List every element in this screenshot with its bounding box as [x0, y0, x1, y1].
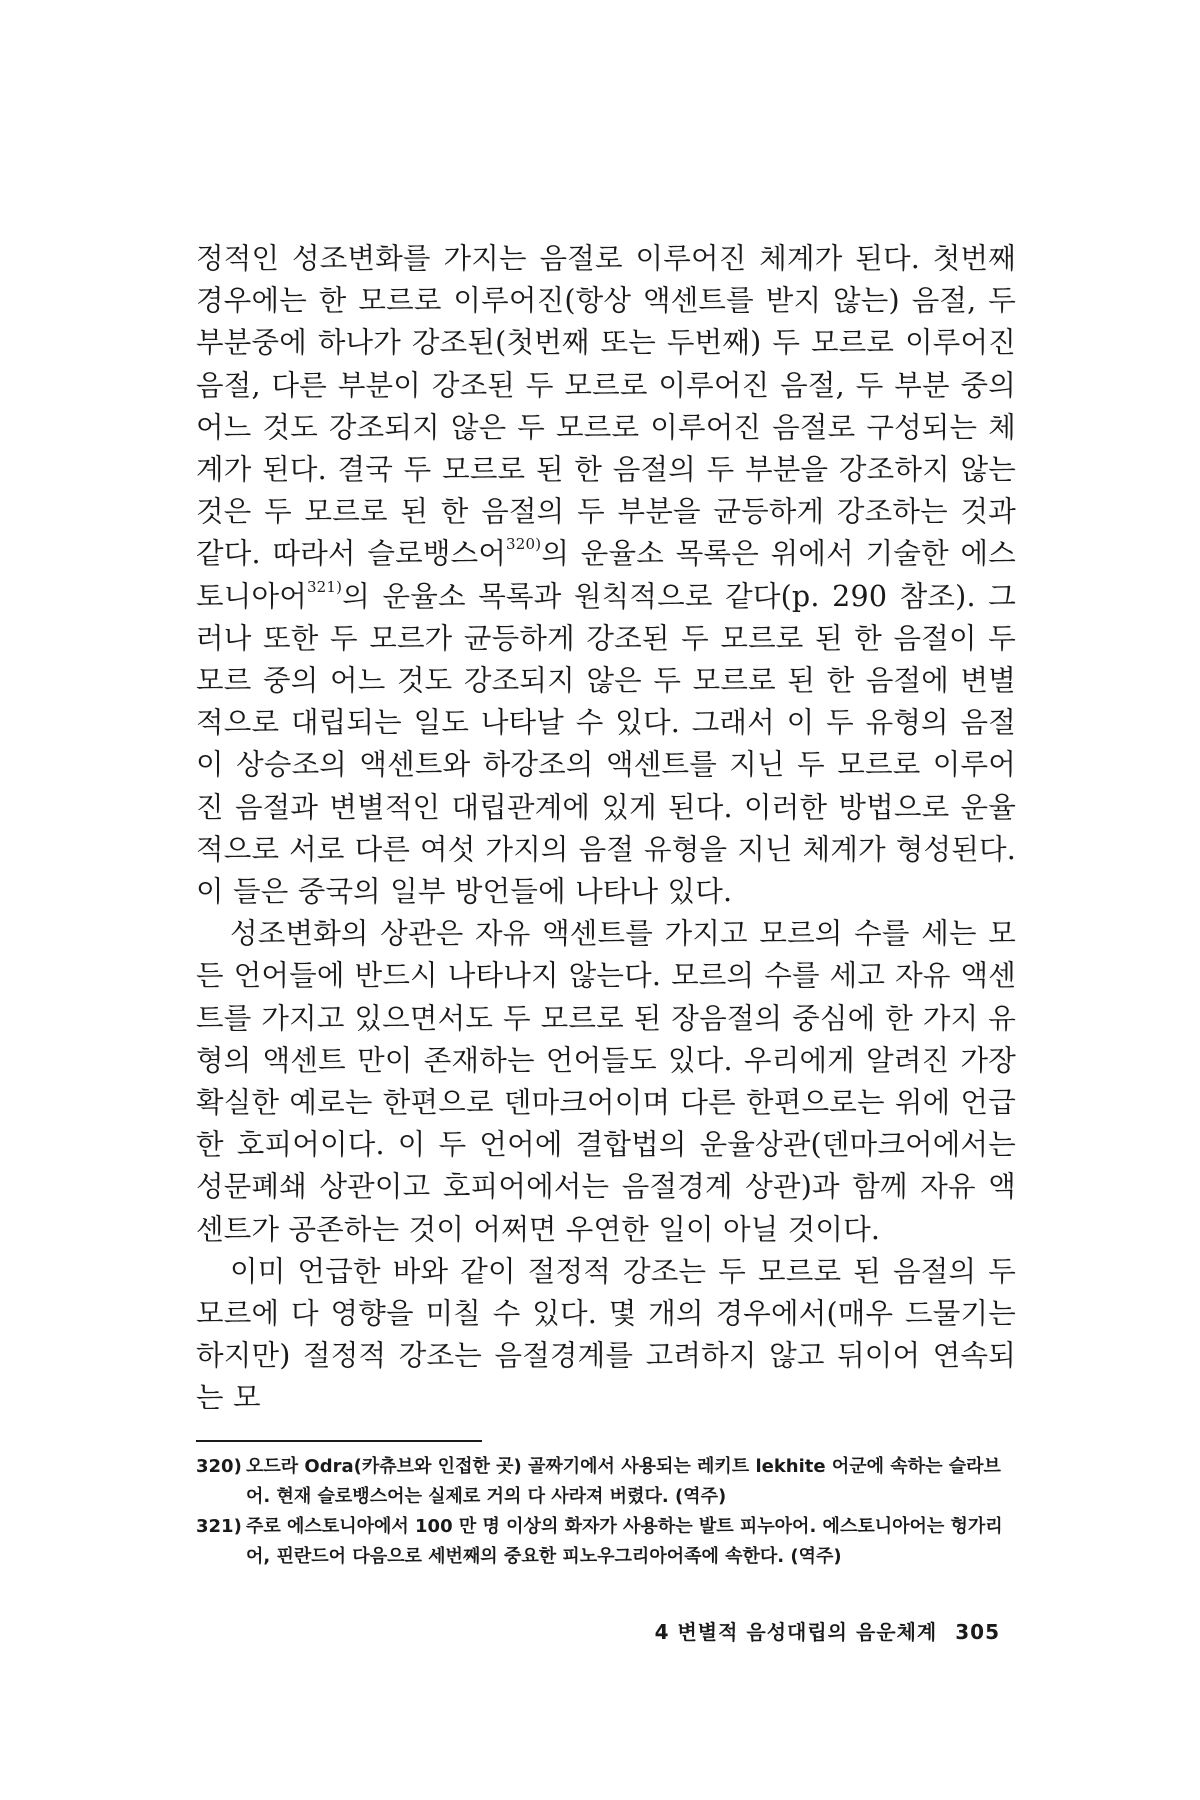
body-text	[196, 238, 1016, 1420]
footnote-divider	[196, 1440, 482, 1442]
footnote-number: 321)	[196, 1516, 242, 1537]
paragraph-3-text: 이미 언급한 바와 같이 절정적 강조는 두 모르로 된 음절의 두 모르에 다 영향을 미칠 수 있다. 몇 개의 경우에서(매우 드물기는 하지만) 절정적 강조는 음절경계를 고려하지 않고 뒤이어 연속되는 모	[196, 1254, 1016, 1415]
paragraph-1	[196, 238, 1016, 913]
page-number: 305	[955, 1620, 1000, 1644]
paragraph-2	[196, 913, 1016, 1251]
paragraph-1-text-3: 의 운율소 목록과 원칙적으로 같다(p. 290 참조). 그러나 또한 두 모르가 균등하게 강조된 두 모르로 된 한 음절이 두 모르 중의 어느 것도 강조되지 않은 두 모르로 된 한 음절에 변별적으로 대립되는 일도 나타날 수 있다. 그래서 이 두 유형의 음절이 상승조의 액센트와 하강조의 액센트를 지닌 두 모르로 이루어진 음절과 변별적인 대립관계에 있게 된다. 이러한 방법으로 운율적으로 서로 다른 여섯 가지의 음절 유형을 지닌 체계가 형성된다. 이 들은 중국의 일부 방언들에 나타나 있다.	[196, 579, 1016, 909]
footnote-320	[196, 1452, 1016, 1512]
footnotes	[196, 1452, 1016, 1572]
footnote-321	[196, 1512, 1016, 1572]
footnote-number: 320)	[196, 1456, 242, 1477]
footnote-text: 주로 에스토니아에서 100 만 명 이상의 화자가 사용하는 발트 피누아어. 에스토니아어는 헝가리어, 핀란드어 다음으로 세번째의 중요한 피노우그리아어족에 속한다. (역주)	[246, 1516, 1003, 1567]
footnote-ref-321: 321)	[306, 577, 343, 596]
paragraph-1-text-2: 의 운율소 목록은 위에서 기술한 에스토니아어	[196, 537, 1016, 613]
paragraph-1-text-1: 정적인 성조변화를 가지는 음절로 이루어진 체계가 된다. 첫번째 경우에는 한 모르로 이루어진(항상 액센트를 받지 않는) 음절, 두 부분중에 하나가 강조된(첫번째 또는 두번째) 두 모르로 이루어진 음절, 다른 부분이 강조된 두 모르로 이루어진 음절, 두 부분 중의 어느 것도 강조되지 않은 두 모르로 이루어진 음절로 구성되는 체계가 된다. 결국 두 모르로 된 한 음절의 두 부분을 강조하지 않는 것은 두 모르로 된 한 음절의 두 부분을 균등하게 강조하는 것과 같다. 따라서 슬로뱅스어	[196, 242, 1016, 571]
footnote-ref-320: 320)	[506, 535, 542, 554]
paragraph-2-text: 성조변화의 상관은 자유 액센트를 가지고 모르의 수를 세는 모든 언어들에 반드시 나타나지 않는다. 모르의 수를 세고 자유 액센트를 가지고 있으면서도 두 모르로 된 장음절의 중심에 한 가지 유형의 액센트 만이 존재하는 언어들도 있다. 우리에게 알려진 가장 확실한 예로는 한편으로 덴마크어이며 다른 한편으로는 위에 언급한 호피어이다. 이 두 언어에 결합법의 운율상관(덴마크어에서는 성문폐쇄 상관이고 호피어에서는 음절경계 상관)과 함께 자유 액센트가 공존하는 것이 어쩌면 우연한 일이 아닐 것이다.	[196, 917, 1016, 1246]
paragraph-3	[196, 1251, 1016, 1420]
running-footer	[600, 1616, 1000, 1645]
footnote-text: 오드라 Odra(카츄브와 인접한 곳) 골짜기에서 사용되는 레키트 lekhite 어군에 속하는 슬라브어. 현재 슬로뱅스어는 실제로 거의 다 사라져 버렸다. (역주)	[246, 1456, 1001, 1507]
chapter-title: 4 변별적 음성대립의 음운체계	[654, 1620, 938, 1644]
